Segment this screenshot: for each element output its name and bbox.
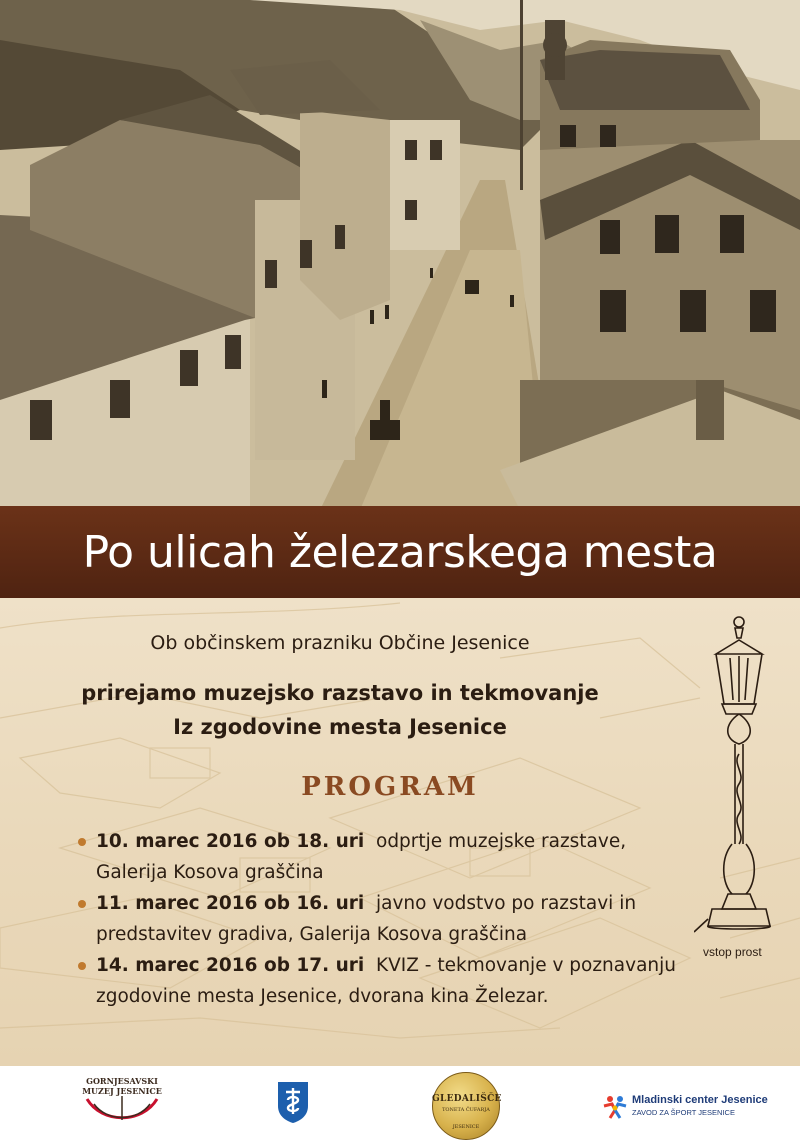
event-date: 11. marec 2016 ob 16. uri (96, 893, 365, 914)
street-lamp-icon (694, 614, 784, 944)
sponsor-logos (0, 1066, 800, 1143)
youth-center-name: Mladinski center Jesenice (632, 1094, 768, 1106)
bullet-icon (78, 838, 86, 846)
bullet-icon (78, 900, 86, 908)
program-heading: PROGRAM (301, 772, 479, 802)
museum-emblem-icon (72, 1094, 172, 1134)
event-item (78, 826, 678, 888)
coat-of-arms-icon (276, 1080, 310, 1124)
bullet-icon (78, 962, 86, 970)
street-photo-illustration (0, 0, 800, 510)
youth-center-figure-icon (602, 1094, 628, 1120)
youth-center-logo (602, 1092, 772, 1122)
theatre-subtitle: TONETA ČUFARJA (442, 1107, 490, 1113)
theatre-city: JESENICE (452, 1124, 480, 1130)
poster-title: Po ulicah železarskega mesta (82, 526, 718, 578)
entry-note: vstop prost (703, 945, 762, 959)
event-item (78, 888, 678, 950)
theatre-logo (432, 1072, 500, 1140)
jesenice-crest-logo (276, 1080, 310, 1124)
headline-line-1: prirejamo muzejsko razstavo in tekmovanje (81, 681, 599, 705)
event-description: javno vodstvo po razstavi in predstavitev gradiva, Galerija Kosova graščina (96, 893, 637, 945)
event-item (78, 950, 678, 1012)
museum-name-line-1: GORNJESAVSKI (86, 1076, 158, 1086)
event-description: KVIZ - tekmovanje v poznavanju zgodovine mesta Jesenice, dvorana kina Železar. (96, 955, 676, 1007)
event-date: 10. marec 2016 ob 18. uri (96, 831, 365, 852)
event-description: odprtje muzejske razstave, Galerija Kosova graščina (96, 831, 627, 883)
museum-name-line-2: MUZEJ JESENICE (82, 1086, 162, 1096)
program-content (0, 598, 690, 1066)
title-banner (0, 506, 800, 598)
headline-line-2: Iz zgodovine mesta Jesenice (173, 715, 507, 739)
museum-logo (72, 1074, 172, 1136)
historic-street-photo (0, 0, 800, 510)
occasion-text: Ob občinskem prazniku Občine Jesenice (150, 632, 530, 654)
theatre-name: GLEDALIŠČE (432, 1094, 502, 1104)
event-list (78, 826, 678, 1012)
event-date: 14. marec 2016 ob 17. uri (96, 955, 365, 976)
info-section (0, 598, 800, 1066)
youth-center-subtitle: ZAVOD ZA ŠPORT JESENICE (632, 1108, 735, 1117)
